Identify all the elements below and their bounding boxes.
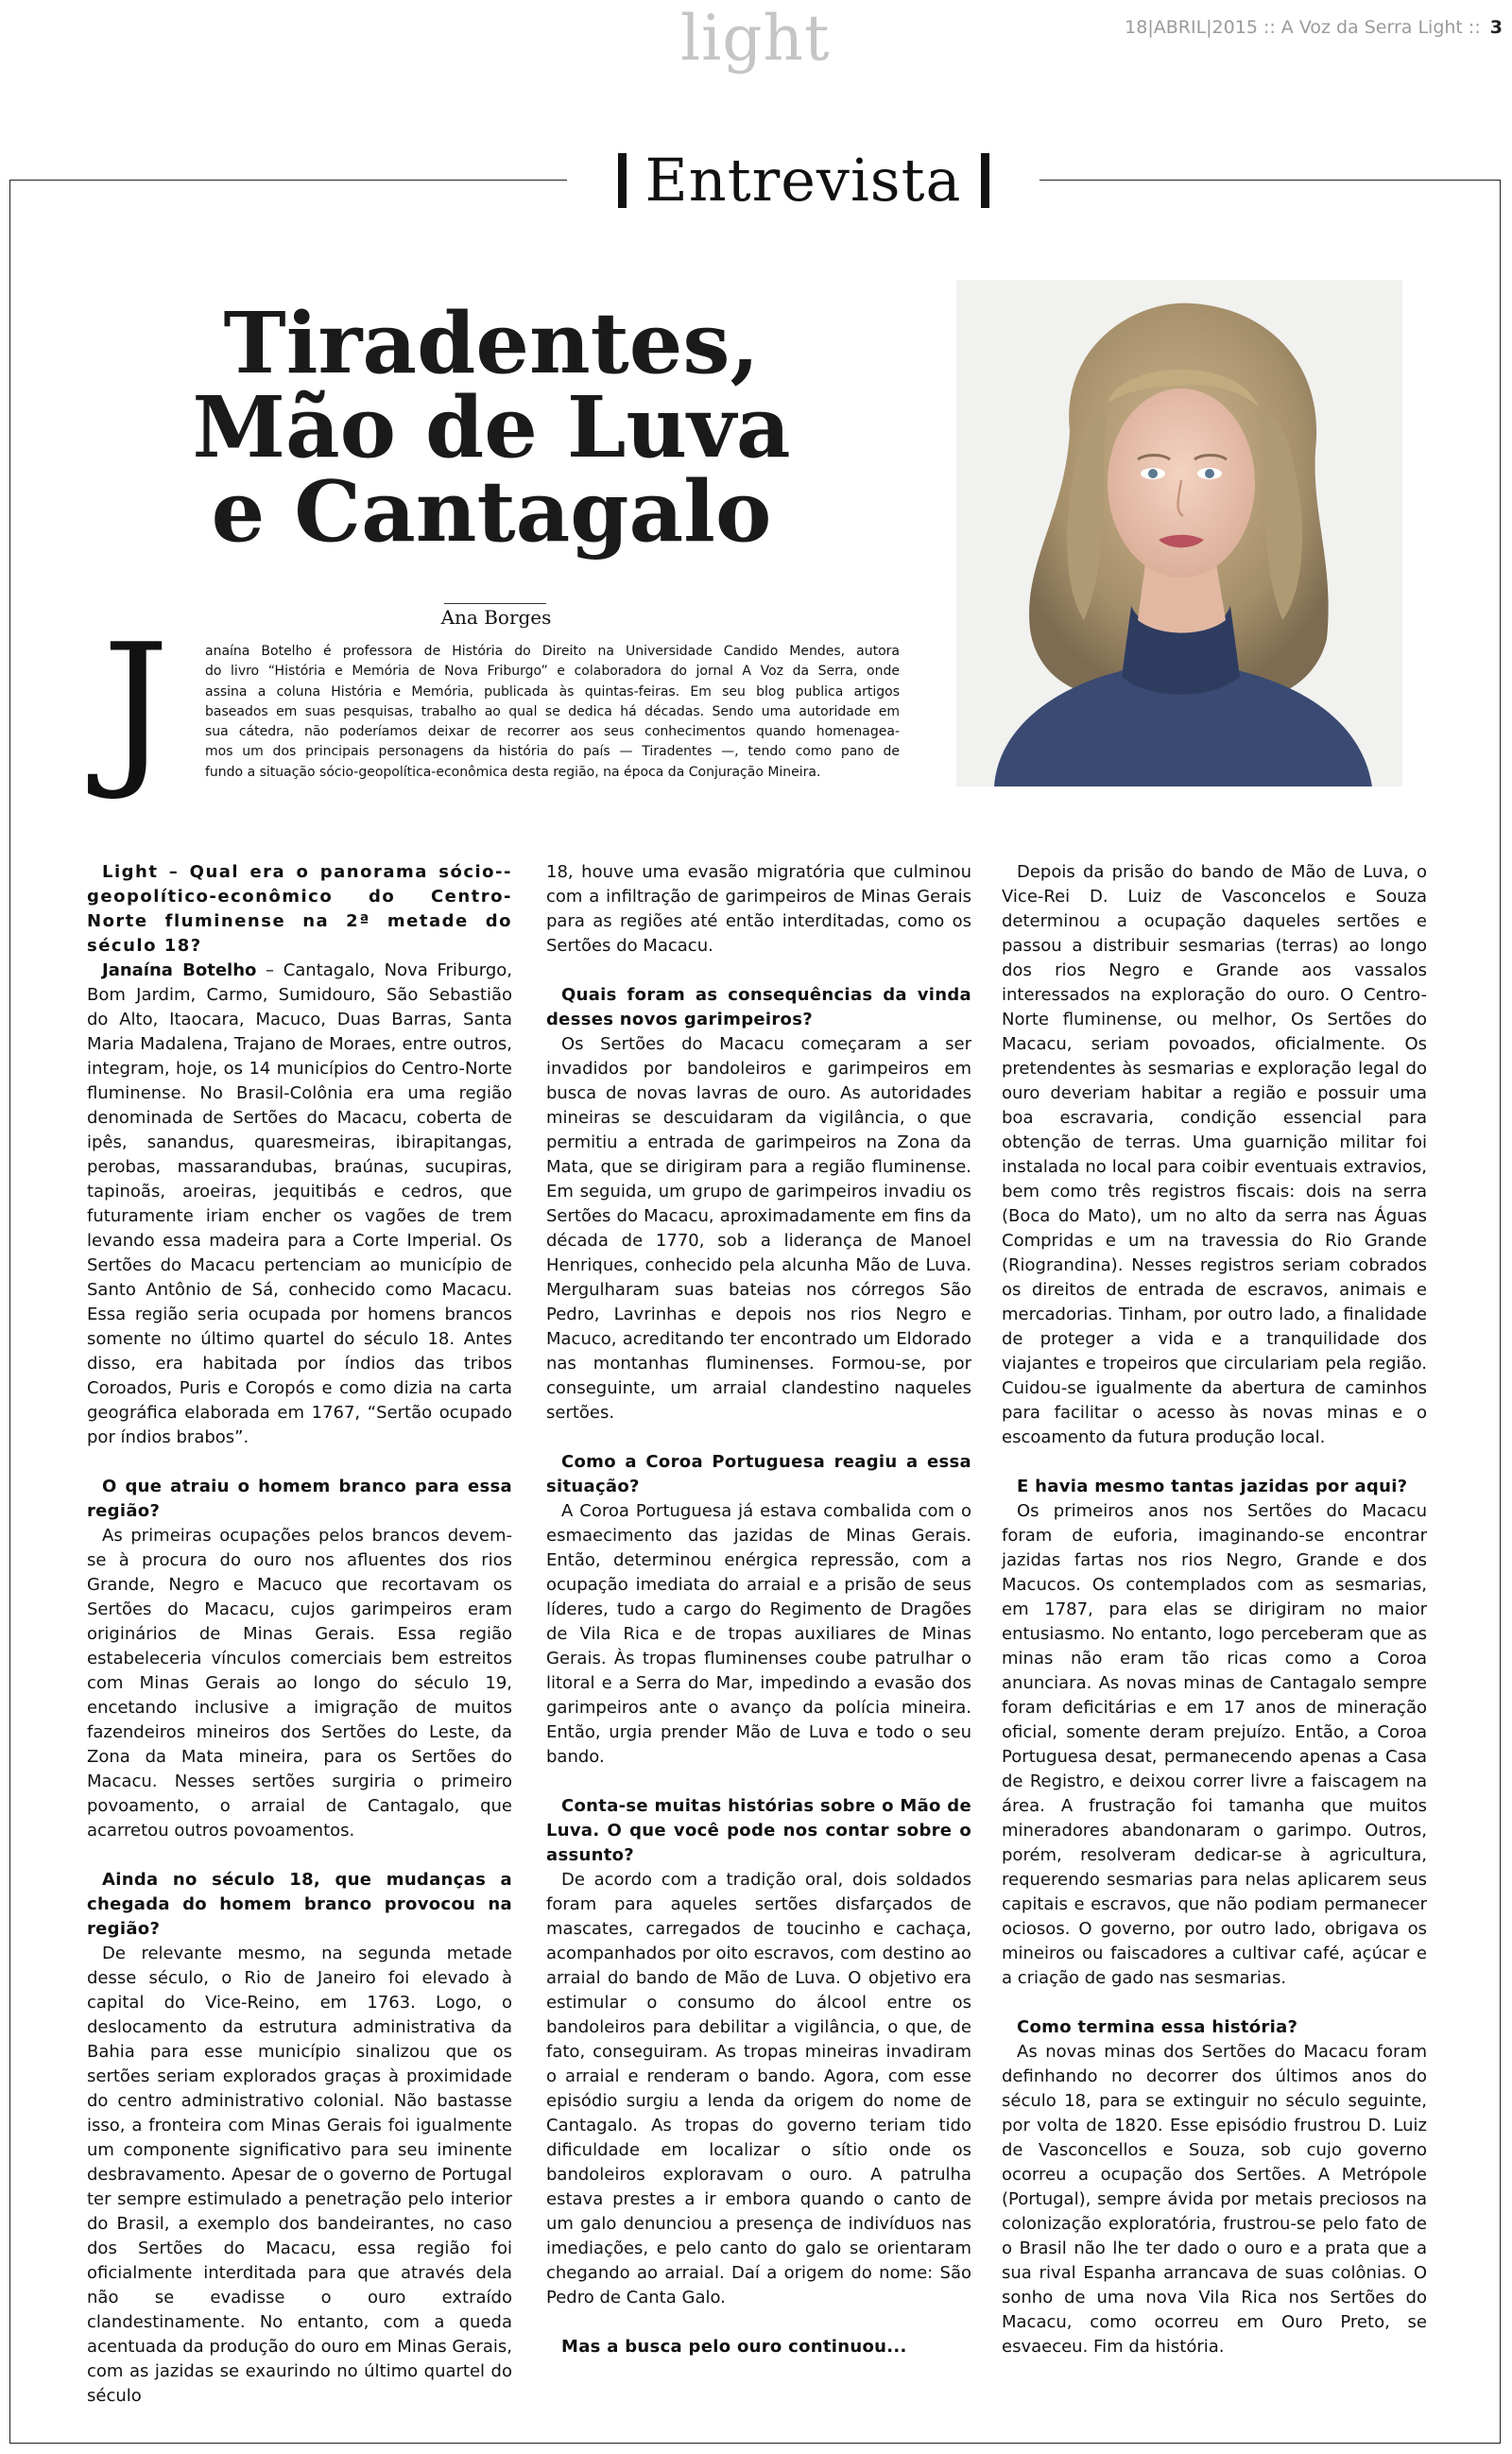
answer-6: De acordo com a tradição oral, dois soldados foram para aqueles sertões disfarçados de mascates, carregados de toucinho e cachaça, acompanhados por oito escravos, com destino ao arraial do bando de Mão de Luva. O objetivo era estimular o consumo do álcool entre os bandoleiros para debilitar a vigilância, o que, de fato, conseguiram. As tropas mineiras invadiram o arraial e renderam o bando. Agora, com esse episódio surgiu a lenda da origem do nome de Cantagalo. As tropas do governo teriam tido dificuldade em localizar o sítio onde os bandoleiros exploravam o ouro. A patrulha estava prestes a ir embora quando o canto de um galo denunciou a presença de indivíduos nas imediações, e pelo canto do galo se orientaram chegando ao arraial. Daí a origem do nome: São Pedro de Canta Galo. <box>546 1870 971 2307</box>
intro-line: baseados em suas pesquisas, trabalho ao qual se dedica há décadas. Sendo uma autoridade em <box>205 703 900 719</box>
headline-line-1: Tiradentes, <box>223 293 760 392</box>
intro-line: anaína Botelho é professora de História do Direito na Universidade Candido Mendes, autora <box>205 644 900 659</box>
intro-line: sua cátedra, não poderíamos deixar de recorrer aos seus conhecimentos quando homenagea- <box>205 724 900 740</box>
answer-9: As novas minas dos Sertões do Macacu foram definhando no decorrer dos últimos anos do século 18, para se extinguir no século seguinte, por volta de 1820. Esse episódio frustrou D. Luiz de Vasconcellos e Souza, sob cujo governo ocorreu a ocupação dos Sertões. A Metrópole (Portugal), sempre ávida por metais preciosos na colonização exploratória, frustrou-se pelo fato de o Brasil não lhe ter dado o ouro e a prata que a sua rival Espanha arrancava de suas colônias. O sonho de uma nova Vila Rica nos Sertões do Macacu, como ocorreu em Ouro Preto, se esvaeceu. Fim da história. <box>1002 2042 1427 2357</box>
answer-speaker: Janaína Botelho <box>102 960 257 980</box>
article-column-1 <box>87 860 512 2409</box>
question-2: O que atraiu o homem branco para essa região? <box>87 1477 512 1521</box>
answer-8: Os primeiros anos nos Sertões do Macacu foram de euforia, imaginando-se encontrar jazidas fartas nos rios Negro, Grande e dos Macucos. Os contemplados com as sesmarias, em 1787, para elas se dirigiram no maior entusiasmo. No entanto, logo perceberam que as minas não eram tão ricas como a Coroa anunciara. As novas minas de Cantagalo sempre foram deficitárias e em 17 anos de mineração oficial, somente deram prejuízo. Então, a Coroa Portuguesa desat, permanecendo apenas a Casa de Registro, e deixou correr livre a faiscagem na área. A frustração foi tamanha que muitos mineradores abandonaram o garimpo. Outros, porém, resolveram dedicar-se à agricultura, requerendo sesmarias para nelas aplicarem seus capitais e escravos, que não podiam permanecer ociosos. O governo, por outro lado, obrigava os mineiros ou faiscadores a cultivar café, açúcar e a criação de gado nas sesmarias. <box>1002 1501 1427 1988</box>
question-9: Como termina essa história? <box>1017 2017 1298 2037</box>
answer-1-text: – Cantagalo, Nova Friburgo, Bom Jardim, Carmo, Sumidouro, São Sebastião do Alto, Itaocara, Macuco, Duas Barras, Santa Maria Madalena, Trajano de Moraes, entre outros, integram, hoje, os 14 municípios do Centro-Norte fluminense. No Brasil-Colônia era uma região denominada de Sertões do Macacu, coberta de ipês, sanandus, quaresmeiras, ibirapitangas, perobas, massarandubas, braúnas, sucupiras, tapinoãs, aroeiras, jequitibás e cedros, que futuramente iriam encher os vagões de trem levando essa madeira para a Corte Imperial. Os Sertões do Macacu pertenciam ao município de Santo Antônio de Sá, conhecido como Macacu. Essa região seria ocupada por homens brancos somente no último quartel do século 18. Antes disso, era habitada por índios das tribos Coroados, Puris e Coropós e como dizia na carta geográfica elaborada em 1767, “Sertão ocupado por índios brabos”. <box>87 960 512 1447</box>
answer-1 <box>87 959 512 1450</box>
article-column-3 <box>1002 860 1427 2359</box>
intro-line: do livro “História e Memória de Nova Friburgo” e colaboradora do jornal A Voz da Serra, onde <box>205 664 900 680</box>
drop-cap: J <box>102 608 170 804</box>
intro-line: assina a coluna História e Memória, publicada às quintas-feiras. Em seu blog publica artigos <box>205 683 900 700</box>
question-8: E havia mesmo tantas jazidas por aqui? <box>1017 1477 1408 1496</box>
answer-3: De relevante mesmo, na segunda metade desse século, o Rio de Janeiro foi elevado à capital do Vice-Reino, em 1763. Logo, o deslocamento da estrutura administrativa da Bahia para esse município sinalizou que os sertões seriam explorados graças à proximidade do centro administrativo colonial. Não bastasse isso, a fronteira com Minas Gerais foi igualmente um componente significativo para seu iminente desbravamento. Apesar de o governo de Portugal ter sempre estimulado a penetração pelo interior do Brasil, a exemplo dos bandeirantes, no caso dos Sertões do Macacu, essa região foi oficialmente interditada para que através dela não se evadisse o ouro extraído clandestinamente. No entanto, com a queda acentuada da produção do ouro em Minas Gerais, com as jazidas se exaurindo no último quartel do século <box>87 1944 512 2406</box>
issue-date-line: 18|ABRIL|2015 :: A Voz da Serra Light :: <box>1125 17 1481 38</box>
question-1: Light – Qual era o panorama sócio--geopolítico-econômico do Centro-Norte fluminense na 2ª metade do século 18? <box>87 862 512 956</box>
section-bar-right <box>981 153 989 208</box>
intro-line: mos um dos principais personagens da história do país — Tiradentes —, tendo como pano de <box>205 744 900 760</box>
answer-4: Os Sertões do Macacu começaram a ser invadidos por bandoleiros e garimpeiros em busca de novas lavras de ouro. As autoridades mineiras se descuidaram da vigilância, o que permitiu a entrada de garimpeiros na Zona da Mata, que se dirigiram para a região fluminense. Em seguida, um grupo de garimpeiros invadiu os Sertões do Macacu, aproximadamente em fins da década de 1770, sob a liderança de Manoel Henriques, conhecido pela alcunha Mão de Luva. Mergulharam suas bateias nos córregos São Pedro, Lavrinhas e depois nos rios Negro e Macuco, acreditando ter encontrado um Eldorado nas montanhas fluminenses. Formou-se, por conseguinte, um arraial clandestino naqueles sertões. <box>546 1034 971 1423</box>
section-heading <box>567 146 1040 215</box>
question-5: Como a Coroa Portuguesa reagiu a essa situação? <box>546 1452 971 1496</box>
question-7: Mas a busca pelo ouro continuou... <box>561 2337 907 2357</box>
answer-3-continued: 18, houve uma evasão migratória que culminou com a infiltração de garimpeiros de Minas Gerais para as regiões até então interditadas, como os Sertões do Macacu. <box>546 862 971 956</box>
byline: Ana Borges <box>440 606 552 629</box>
headline-line-2: Mão de Luva <box>192 377 791 476</box>
question-3: Ainda no século 18, que mudanças a chegada do homem branco provocou na região? <box>87 1870 512 1939</box>
intro-line: fundo a situação sócio-geopolítica-econômica desta região, na época da Conjuração Mineira. <box>205 764 821 780</box>
headline-line-3: e Cantagalo <box>211 461 772 561</box>
page-number: 3 <box>1489 17 1503 38</box>
intro-paragraph <box>205 642 900 783</box>
section-brand: light <box>680 2 831 75</box>
article-column-2 <box>546 860 971 2359</box>
answer-7: Depois da prisão do bando de Mão de Luva, o Vice-Rei D. Luiz de Vasconcelos e Souza determinou a ocupação daqueles sertões e passou a distribuir sesmarias (terras) ao longo dos rios Negro e Grande aos vassalos interessados na exploração do ouro. O Centro-Norte fluminense, ou melhor, Os Sertões do Macacu, seriam povoados, oficialmente. Os pretendentes às sesmarias e exploração legal do ouro deveriam habitar a região e possuir uma boa escravaria, condição essencial para obtenção de terras. Uma guarnição militar foi instalada no local para coibir eventuais extravios, bem como três registros fiscais: dois na serra (Boca do Mato), um no alto da serra nas Águas Compridas e um na travessia do Rio Grande (Riograndina). Nesses registros seriam cobrados os direitos de entrada de escravos, animais e mercadorias. Tinham, por outro lado, a finalidade de proteger a vida e a tranquilidade dos viajantes e tropeiros que circulariam pela região. Cuidou-se igualmente da abertura de caminhos para facilitar o acesso às novas minas e o escoamento da futura produção local. <box>1002 862 1427 1447</box>
headline <box>94 293 888 561</box>
section-title: Entrevista <box>644 146 962 215</box>
byline-rule <box>444 603 546 604</box>
section-bar-left <box>618 153 627 208</box>
question-4: Quais foram as consequências da vinda desses novos garimpeiros? <box>546 985 971 1029</box>
question-6: Conta-se muitas histórias sobre o Mão de Luva. O que você pode nos contar sobre o assunto? <box>546 1796 971 1865</box>
answer-5: A Coroa Portuguesa já estava combalida com o esmaecimento das jazidas de Minas Gerais. Então, determinou enérgica repressão, com a ocupação imediata do arraial e a prisão de seus líderes, tudo a cargo do Regimento de Dragões de Vila Rica e de tropas auxiliares de Minas Gerais. Às tropas fluminenses coube patrulhar o litoral e a Serra do Mar, impedindo a evasão dos garimpeiros ante o avanço da polícia mineira. Então, urgia prender Mão de Luva e todo o seu bando. <box>546 1501 971 1767</box>
issue-meta <box>1125 17 1503 38</box>
answer-2: As primeiras ocupações pelos brancos devem-se à procura do ouro nos afluentes dos rios Grande, Negro e Macuco que recortavam os Sertões do Macacu, cujos garimpeiros eram originários de Minas Gerais. Essa região estabeleceria vínculos comerciais bem estreitos com Minas Gerais ao longo do século 19, encetando inclusive a imigração de muitos fazendeiros mineiros dos Sertões do Leste, da Zona da Mata mineira, para os Sertões do Macacu. Nesses sertões surgiria o primeiro povoamento, o arraial de Cantagalo, que acarretou outros povoamentos. <box>87 1526 512 1840</box>
portrait-illustration <box>956 280 1402 786</box>
portrait-photo <box>956 280 1402 786</box>
